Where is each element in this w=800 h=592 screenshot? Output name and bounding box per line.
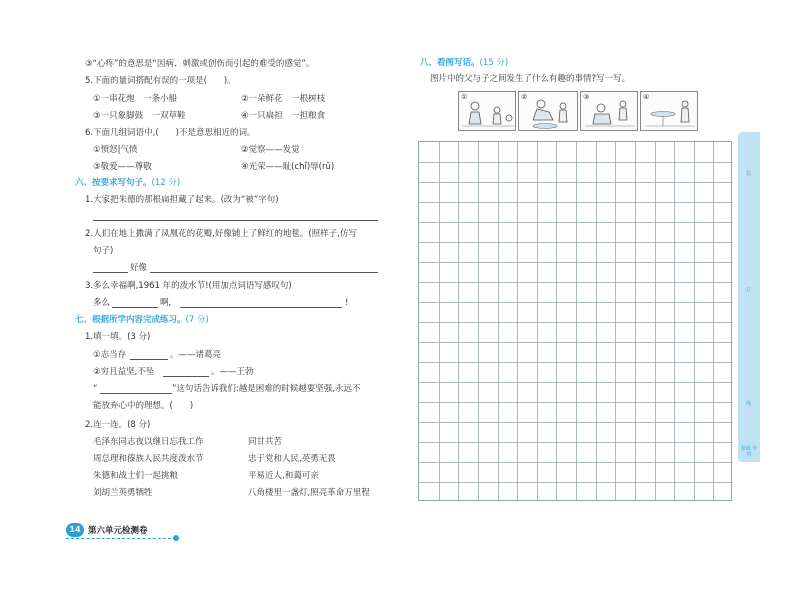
s7-item3-a: “ [93,384,98,394]
s7-item3-b: ”这句话告诉我们:越是困难的时候越要坚强,永远不 [172,384,361,394]
q6-option-2: ②觉察——发觉 [241,145,300,155]
q5-option-2: ②一朵鲜花 一根树枝 [241,94,326,104]
match-right-item[interactable]: 忠于党和人民,英勇无畏 [248,454,336,464]
panel-3-illustration-icon [581,92,639,132]
section-8-title [420,57,508,69]
s6-q2-line1: 2.人们在地上撒满了凤凰花的花瓣,好像铺上了鲜红的地毯。(照样子,仿写 [85,229,357,239]
q5-stem: 5.下面的量词搭配有误的一项是( )。 [85,76,236,86]
s6-q1: 1.大家把朱德的那根扁担藏了起来。(改为“被”字句) [85,195,279,205]
q4-option-3: ③“心疼”的意思是“因病、刺激或创伤而引起的难受的感觉”。 [85,59,315,69]
s7-q2: 2.连一连。(8 分) [85,420,151,430]
s6-q1-answer-line[interactable] [93,220,378,221]
s6-q3-blank-2[interactable] [180,307,342,308]
q6-option-4: ④光荣——耻(chǐ)辱(rǔ) [241,162,335,172]
q5-option-1: ①一串花炮 一条小船 [93,94,178,104]
match-left-item[interactable]: 朱德和战士们一起挑粮 [93,471,179,481]
match-left-item[interactable]: 刘胡兰英勇牺牲 [93,488,153,498]
s6-q3-blank-1[interactable] [112,307,158,308]
section-7-points: (7 分) [185,315,209,325]
match-left-item[interactable]: 周总理和傣族人民共度泼水节 [93,454,204,464]
binding-mark: 订 [746,287,752,293]
panel-number: ③ [583,93,590,101]
footer-divider [66,538,176,539]
s7-item1-blank[interactable] [130,359,168,360]
writing-grid[interactable] [418,141,732,501]
match-left-item[interactable]: 毛泽东同志夜以继日忘我工作 [93,437,204,447]
match-right-item[interactable]: 同甘共苦 [248,437,283,447]
section-7-heading: 七、根据所学内容完成练习。 [75,315,186,325]
s6-q2-line2: 句子) [93,246,114,256]
comic-panel [518,91,578,131]
panel-2-illustration-icon [519,92,579,132]
s7-item1-b: 。——诸葛亮 [170,350,222,360]
match-right-item[interactable]: 平易近人,和蔼可亲 [248,471,319,481]
s6-q3: 3.多么幸福啊,1961 年的泼水节!(用加点词语写感叹句) [85,281,292,291]
s6-q3-end: ! [345,298,349,308]
s6-q2-mid: 好像 [130,263,148,273]
section-6-title [75,177,180,189]
s7-item2-a: ②穷且益坚,不坠 [93,367,155,377]
panel-1-illustration-icon [459,92,517,132]
s7-item2-b: 。——王勃 [211,367,254,377]
writing-prompt: 图片中的父与子之间发生了什么有趣的事情?写一写。 [430,74,631,84]
s6-q3-mid: 啊, [160,298,172,308]
section-8-points: (15 分) [479,58,509,68]
binding-mark: 装 [746,171,752,177]
section-8-heading: 八、看图写话。 [420,58,480,68]
match-right-item[interactable]: 八角楼里一盏灯,照亮革命万里程 [248,488,370,498]
q5-option-4: ④一只扁担 一担粮食 [241,111,326,121]
panel-number: ② [521,93,528,101]
section-6-heading: 六、按要求写句子。 [75,178,152,188]
s7-item1-a: ①志当存 [93,350,127,360]
s7-q1: 1.填一填。(3 分) [85,332,151,342]
side-tab-label: 参阅 作答 [740,446,758,458]
q6-stem: 6.下面几组词语中,( )不是意思相近的词。 [85,128,256,138]
s7-item3-blank[interactable] [100,393,172,394]
section-7-title [75,314,209,326]
side-tab [738,132,760,462]
section-6-points: (12 分) [151,178,181,188]
comic-panel [640,91,698,131]
s7-item3-line2: 能放弃心中的理想。( ) [93,401,194,411]
s6-q2-blank-1[interactable] [93,272,128,273]
q6-option-3: ③敬爱——尊敬 [93,162,152,172]
panel-number: ④ [643,93,650,101]
s7-item2-blank[interactable] [163,376,209,377]
s6-q3-start: 多么 [93,298,111,308]
comic-panel [580,91,638,131]
panel-4-illustration-icon [641,92,699,132]
footer-title: 第六单元检测卷 [88,526,148,536]
footer-dot-icon [173,535,179,541]
binding-mark: 线 [746,401,752,407]
comic-panel [458,91,516,131]
panel-number: ① [461,93,468,101]
q5-option-3: ③一只象脚鼓 一双草鞋 [93,111,186,121]
q6-option-1: ①愤怒|气愤 [93,145,138,155]
s6-q2-blank-2[interactable] [150,272,378,273]
page-number-badge: 14 [66,523,84,537]
